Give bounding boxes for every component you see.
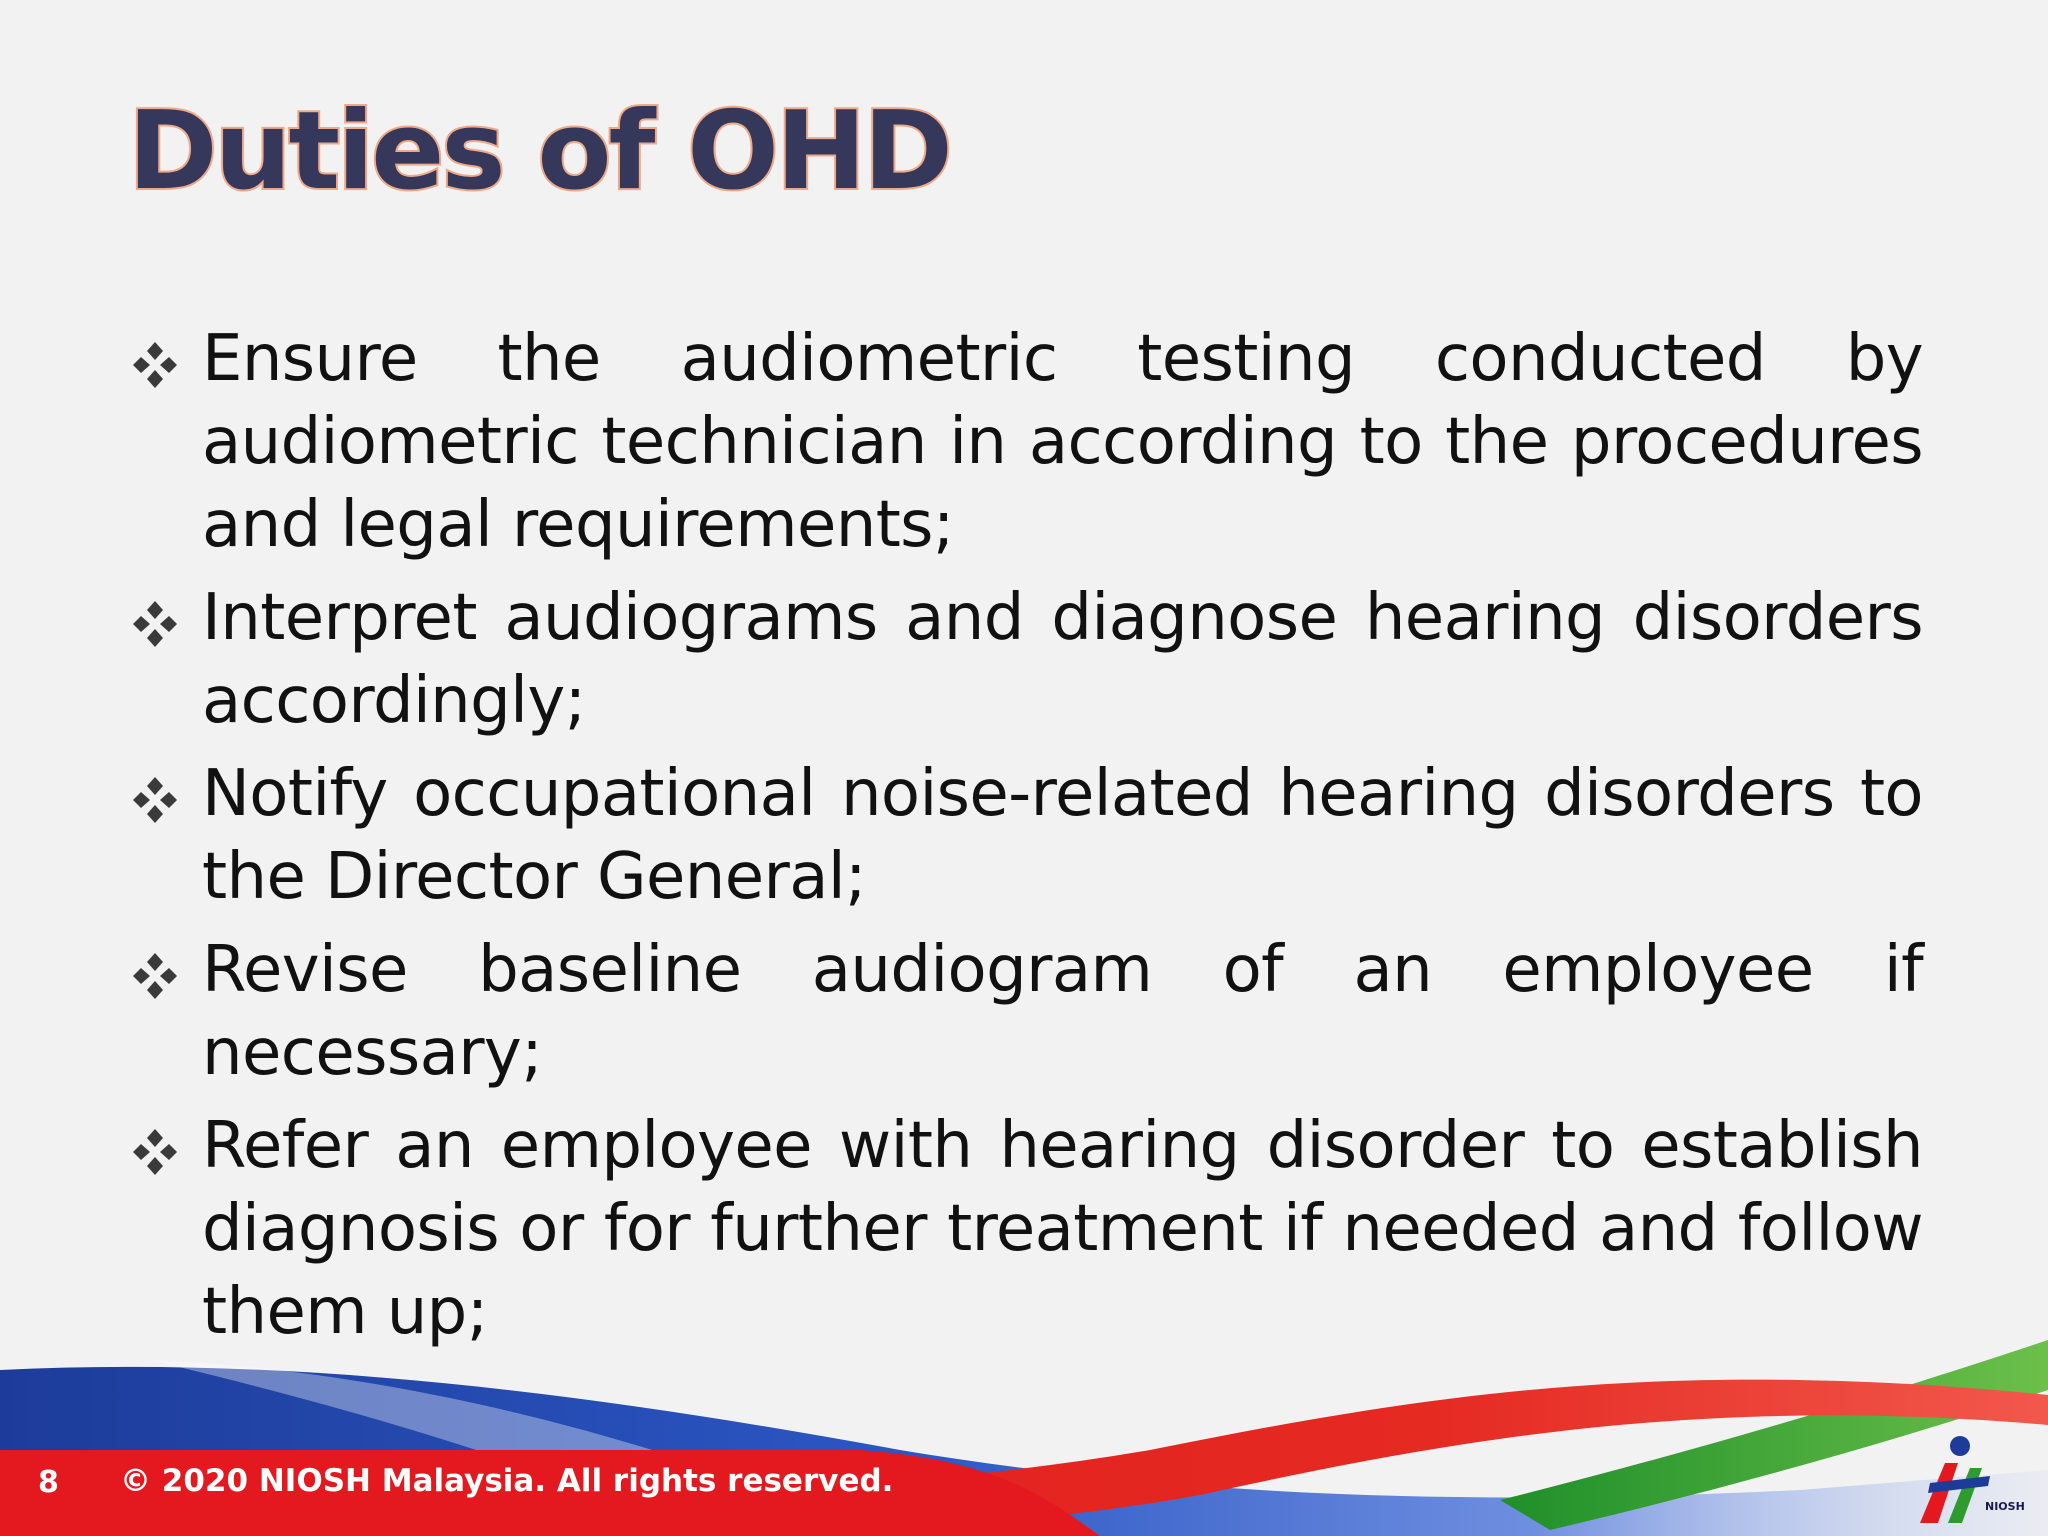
bullet-item [128, 929, 1923, 1095]
four-diamond-bullet-icon [128, 773, 182, 827]
four-diamond-bullet-icon [128, 949, 182, 1003]
bullet-text: Interpret audiograms and diagnose hearing disorders accordingly; [202, 581, 1923, 738]
four-diamond-bullet-icon [128, 338, 182, 392]
bullet-item [128, 577, 1923, 743]
slide-title: Duties of OHD [128, 89, 950, 214]
bullet-text: Notify occupational noise-related hearing disorders to the Director General; [202, 757, 1923, 914]
footer-swoosh-banner [0, 1300, 2048, 1536]
bullet-text: Refer an employee with hearing disorder to establish diagnosis or for further treatment if needed and follow them up; [202, 1109, 1923, 1349]
four-diamond-bullet-icon [128, 1125, 182, 1179]
bullet-list [128, 318, 1923, 1364]
bullet-text: Ensure the audiometric testing conducted by audiometric technician in according to the procedures and legal requirements; [202, 322, 1923, 562]
copyright-text: © 2020 NIOSH Malaysia. All rights reserved. [120, 1463, 894, 1499]
slide-number: 8 [38, 1465, 59, 1500]
bullet-text: Revise baseline audiogram of an employee if necessary; [202, 933, 1923, 1090]
niosh-logo-icon [1900, 1428, 2020, 1528]
bullet-item [128, 753, 1923, 919]
bullet-item [128, 318, 1923, 567]
logo-text: NIOSH [1985, 1500, 2025, 1513]
four-diamond-bullet-icon [128, 597, 182, 651]
